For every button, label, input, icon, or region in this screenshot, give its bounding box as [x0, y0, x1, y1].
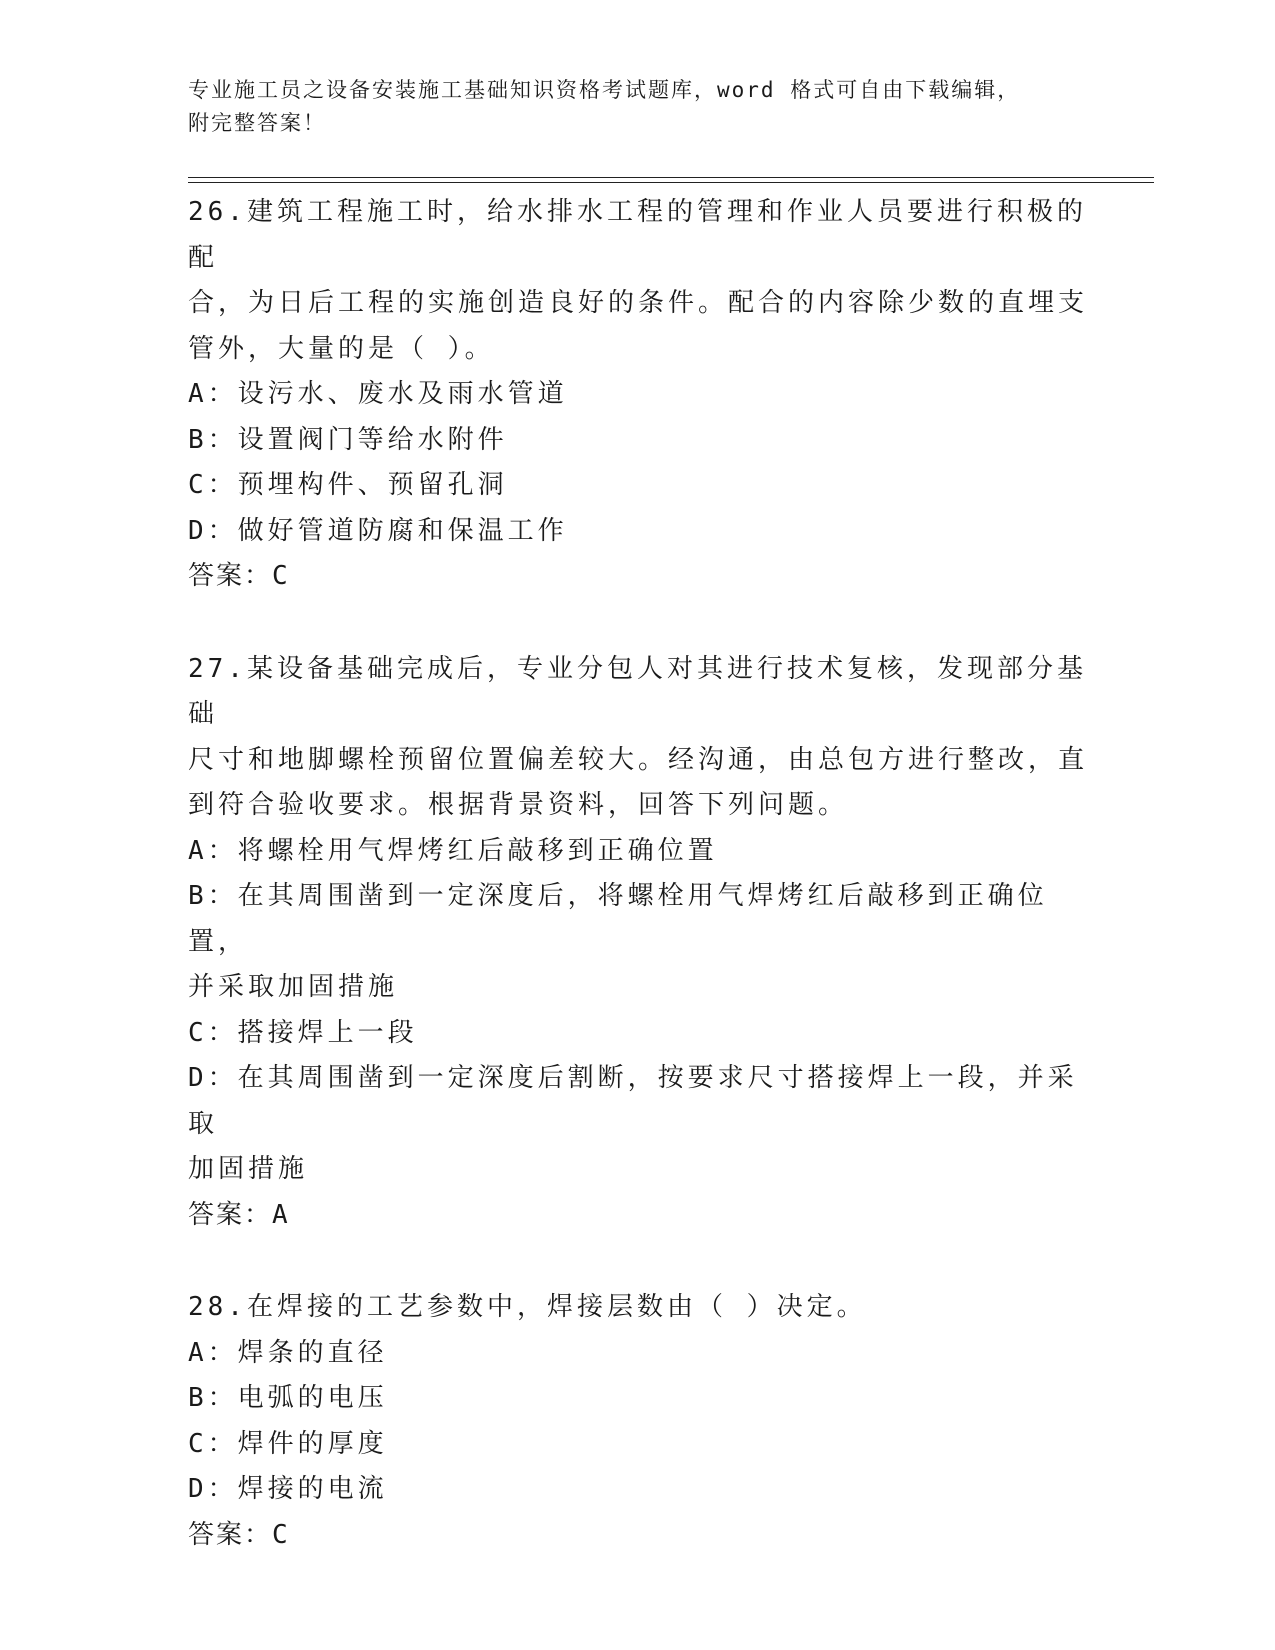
header-divider-top [188, 177, 1154, 178]
question-list [188, 190, 1088, 1605]
answer-line: 答案：A [188, 1199, 290, 1230]
question-28 [188, 1285, 1088, 1558]
option-c: C：预埋构件、预留孔洞 [188, 470, 508, 500]
question-stem-line: 26.建筑工程施工时，给水排水工程的管理和作业人员要进行积极的配 [188, 197, 1087, 273]
question-stem-line: 管外，大量的是（ ）。 [188, 333, 495, 364]
option-a: A：设污水、废水及雨水管道 [188, 379, 568, 409]
option-a: A：将螺栓用气焊烤红后敲移到正确位置 [188, 835, 718, 866]
question-stem-line: 27.某设备基础完成后，专业分包人对其进行技术复核，发现部分基础 [188, 653, 1087, 729]
question-stem-line: 到符合验收要求。根据背景资料，回答下列问题。 [188, 790, 849, 820]
option-b: B：电弧的电压 [188, 1383, 388, 1413]
option-c: C：搭接焊上一段 [188, 1017, 418, 1048]
question-stem-line: 尺寸和地脚螺栓预留位置偏差较大。经沟通，由总包方进行整改，直 [188, 744, 1089, 775]
question-26 [188, 190, 1088, 600]
option-d: D：在其周围凿到一定深度后割断，按要求尺寸搭接焊上一段，并采取 [188, 1063, 1078, 1139]
option-b: B：设置阀门等给水附件 [188, 424, 508, 455]
document-header [188, 74, 1068, 140]
option-d-continued: 加固措施 [188, 1154, 309, 1184]
header-divider-bottom [188, 182, 1154, 183]
answer-line: 答案：C [188, 1519, 290, 1550]
option-d: D：做好管道防腐和保温工作 [188, 515, 568, 546]
option-d: D：焊接的电流 [188, 1474, 388, 1504]
header-line-2: 附完整答案！ [188, 111, 326, 135]
option-c: C：焊件的厚度 [188, 1428, 388, 1459]
option-b-continued: 并采取加固措施 [188, 972, 399, 1002]
option-b: B：在其周围凿到一定深度后，将螺栓用气焊烤红后敲移到正确位置， [188, 881, 1048, 957]
option-a: A：焊条的直径 [188, 1337, 388, 1368]
question-27 [188, 647, 1088, 1239]
header-line-1: 专业施工员之设备安装施工基础知识资格考试题库，word 格式可自由下载编辑， [188, 78, 1021, 102]
question-stem-line: 合，为日后工程的实施创造良好的条件。配合的内容除少数的直埋支 [188, 288, 1089, 318]
question-stem-line: 28.在焊接的工艺参数中，焊接层数由（ ）决定。 [188, 1292, 867, 1322]
answer-line: 答案：C [188, 561, 290, 591]
